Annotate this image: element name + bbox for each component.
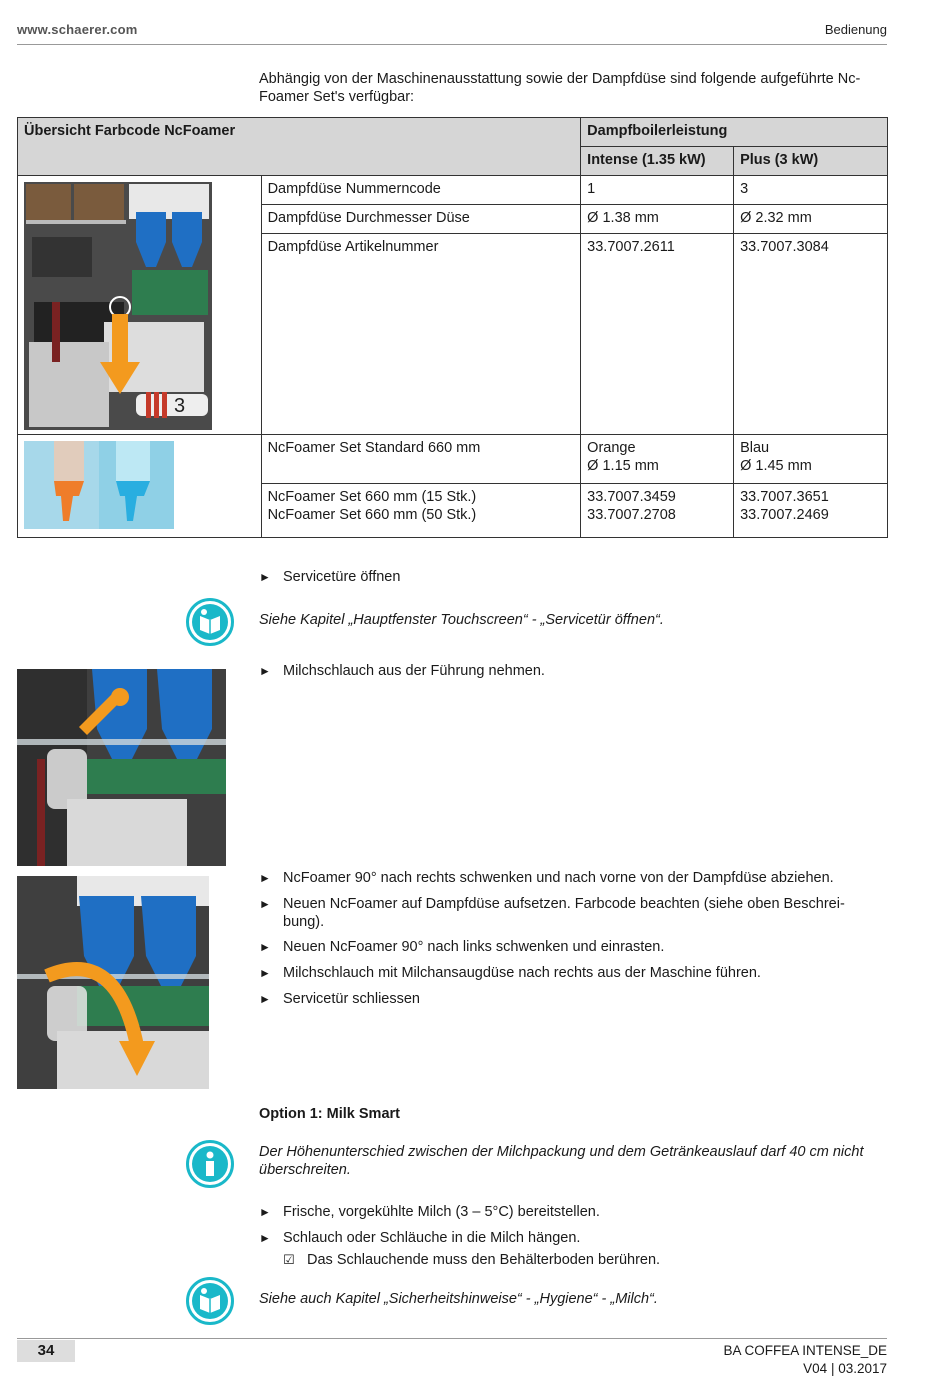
doc-id: BA COFFEA INTENSE_DE [723, 1343, 887, 1358]
doc-version: V04 | 03.2017 [803, 1361, 887, 1376]
bullet-arrow-icon: ► [259, 940, 271, 954]
step-remove-hose: ► Milchschlauch aus der Führung nehmen. [259, 663, 545, 679]
bullet-arrow-icon: ► [259, 897, 271, 911]
set-packs-label [261, 484, 581, 538]
set-packs-intense [581, 484, 734, 538]
color-blue: Blau [740, 440, 770, 456]
row-label: Dampfdüse Durchmesser Düse [261, 205, 581, 234]
checkbox-icon: ☑ [283, 1252, 295, 1267]
step-guide-hose: ► Milchschlauch mit Milchansaugdüse nach rechts aus der Maschine führen. [259, 965, 761, 981]
set-standard-intense [581, 435, 734, 484]
diameter-blue: Ø 1.45 mm [740, 458, 812, 474]
step-result: ☑ Das Schlauchende muss den Behälterboden berühren. [283, 1252, 661, 1268]
row-label: Dampfdüse Artikelnummer [261, 234, 581, 435]
ncfoamer-table [17, 117, 888, 538]
step-attach-new: ► Neuen NcFoamer auf Dampfdüse aufsetzen. Farbcode beachten (siehe oben Beschrei-bung). [259, 896, 845, 930]
step-swing-right: ► NcFoamer 90° nach rechts schwenken und nach vorne von der Dampfdüse abziehen. [259, 870, 834, 886]
intro-text: Abhängig von der Maschinenausstattung sowie der Dampfdüse sind folgende aufgeführte Nc-Foamer Set's verfügbar: [259, 71, 861, 105]
manual-reference-icon [186, 1277, 234, 1325]
pack-50-intense: 33.7007.2708 [587, 507, 676, 523]
height-info: Der Höhenunterschied zwischen der Milchpackung und dem Getränkeauslauf darf 40 cm nicht überschreiten. [259, 1144, 864, 1178]
pack-15-label: NcFoamer Set 660 mm (15 Stk.) [267, 489, 477, 505]
step-swing-left: ► Neuen NcFoamer 90° nach links schwenken und einrasten. [259, 939, 665, 955]
col-intense: Intense (1.35 kW) [581, 147, 734, 176]
table-group-header: Dampfboilerleistung [581, 118, 888, 147]
bullet-arrow-icon: ► [259, 871, 271, 885]
table-title: Übersicht Farbcode NcFoamer [18, 118, 581, 176]
bullet-arrow-icon: ► [259, 966, 271, 980]
reference-servicetuer: Siehe Kapitel „Hauptfenster Touchscreen“ - „Servicetür öffnen“. [259, 612, 664, 628]
set-standard-label: NcFoamer Set Standard 660 mm [261, 435, 581, 484]
footer-divider [17, 1338, 887, 1339]
remove-hose-illustration [17, 669, 226, 866]
pack-15-plus: 33.7007.3651 [740, 489, 829, 505]
pack-15-intense: 33.7007.3459 [587, 489, 676, 505]
row-value-intense: Ø 1.38 mm [581, 205, 734, 234]
pack-50-label: NcFoamer Set 660 mm (50 Stk.) [267, 507, 477, 523]
step-open-door: ► Servicetüre öffnen [259, 569, 401, 585]
machine-illustration [24, 182, 212, 430]
bullet-arrow-icon: ► [259, 992, 271, 1006]
diameter-orange: Ø 1.15 mm [587, 458, 659, 474]
bullet-arrow-icon: ► [259, 1205, 271, 1219]
bullet-arrow-icon: ► [259, 570, 271, 584]
set-standard-plus [734, 435, 888, 484]
bullet-arrow-icon: ► [259, 664, 271, 678]
row-value-plus: 3 [734, 176, 888, 205]
manual-reference-icon [186, 598, 234, 646]
row-value-intense: 33.7007.2611 [581, 234, 734, 435]
nozzle-digit: 3 [174, 395, 186, 417]
color-orange: Orange [587, 440, 636, 456]
ncfoamer-color-image [18, 435, 262, 538]
step-hang-hose: ► Schlauch oder Schläuche in die Milch hängen. [259, 1230, 581, 1246]
bullet-arrow-icon: ► [259, 1231, 271, 1245]
header-section: Bedienung [824, 22, 887, 37]
swing-ncfoamer-illustration [17, 876, 209, 1089]
pack-50-plus: 33.7007.2469 [740, 507, 829, 523]
row-value-plus: 33.7007.3084 [734, 234, 888, 435]
info-icon [186, 1140, 234, 1188]
header-divider [17, 44, 887, 45]
footer-doc [723, 1342, 887, 1378]
row-value-intense: 1 [581, 176, 734, 205]
ncfoamer-illustration [24, 441, 174, 529]
header-site: www.schaerer.com [17, 22, 138, 37]
row-value-plus: Ø 2.32 mm [734, 205, 888, 234]
step-provide-milk: ► Frische, vorgekühlte Milch (3 – 5°C) bereitstellen. [259, 1204, 600, 1220]
col-plus: Plus (3 kW) [734, 147, 888, 176]
row-label: Dampfdüse Nummerncode [261, 176, 581, 205]
steam-nozzle-image [18, 176, 262, 435]
step-close-door: ► Servicetür schliessen [259, 991, 420, 1007]
set-packs-plus [734, 484, 888, 538]
option-title: Option 1: Milk Smart [259, 1106, 400, 1122]
reference-hygiene: Siehe auch Kapitel „Sicherheitshinweise“ - „Hygiene“ - „Milch“. [259, 1291, 658, 1307]
page-number: 34 [17, 1340, 75, 1362]
